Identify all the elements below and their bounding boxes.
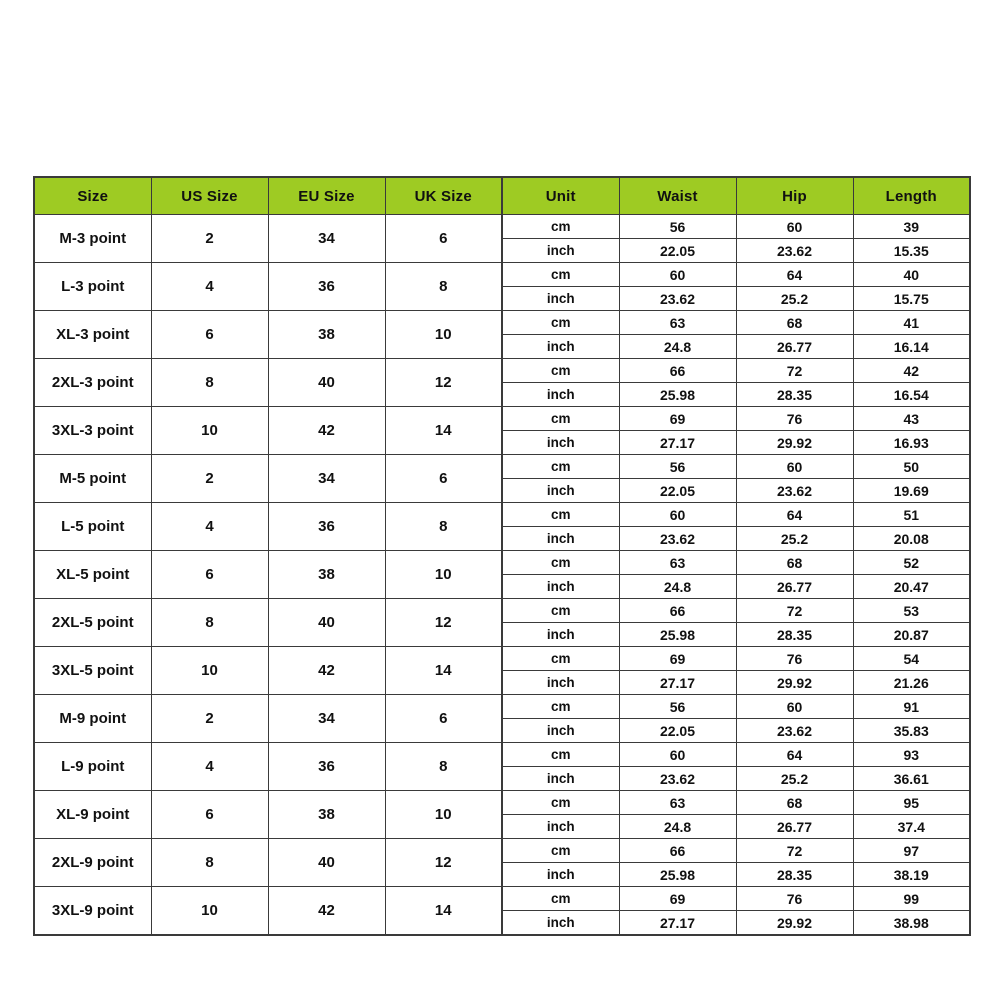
unit-label-cell: inch — [502, 863, 619, 887]
size-label-cell: 2XL-5 point — [34, 599, 151, 647]
hip-value-cell: 25.2 — [736, 527, 853, 551]
uk-size-cell: 10 — [385, 311, 502, 359]
length-value-cell: 20.87 — [853, 623, 970, 647]
length-value-cell: 15.75 — [853, 287, 970, 311]
length-value-cell: 51 — [853, 503, 970, 527]
uk-size-cell: 12 — [385, 359, 502, 407]
uk-size-cell: 14 — [385, 407, 502, 455]
unit-label-cell: cm — [502, 407, 619, 431]
unit-label-cell: cm — [502, 791, 619, 815]
hip-value-cell: 76 — [736, 647, 853, 671]
size-label-cell: L-3 point — [34, 263, 151, 311]
hip-value-cell: 60 — [736, 455, 853, 479]
waist-value-cell: 27.17 — [619, 911, 736, 936]
uk-size-cell: 14 — [385, 887, 502, 936]
waist-value-cell: 27.17 — [619, 431, 736, 455]
us-size-cell: 2 — [151, 215, 268, 263]
unit-label-cell: cm — [502, 311, 619, 335]
size-label-cell: L-9 point — [34, 743, 151, 791]
waist-value-cell: 25.98 — [619, 383, 736, 407]
eu-size-cell: 34 — [268, 455, 385, 503]
us-size-cell: 2 — [151, 455, 268, 503]
length-value-cell: 36.61 — [853, 767, 970, 791]
eu-size-cell: 38 — [268, 791, 385, 839]
hip-value-cell: 29.92 — [736, 671, 853, 695]
waist-value-cell: 23.62 — [619, 527, 736, 551]
hip-value-cell: 68 — [736, 791, 853, 815]
unit-label-cell: cm — [502, 503, 619, 527]
column-header-uk-size: UK Size — [385, 177, 502, 215]
table-row — [34, 263, 970, 287]
uk-size-cell: 6 — [385, 695, 502, 743]
eu-size-cell: 34 — [268, 215, 385, 263]
size-label-cell: L-5 point — [34, 503, 151, 551]
uk-size-cell: 10 — [385, 551, 502, 599]
unit-label-cell: inch — [502, 335, 619, 359]
length-value-cell: 41 — [853, 311, 970, 335]
us-size-cell: 2 — [151, 695, 268, 743]
hip-value-cell: 29.92 — [736, 431, 853, 455]
length-value-cell: 15.35 — [853, 239, 970, 263]
us-size-cell: 8 — [151, 599, 268, 647]
unit-label-cell: inch — [502, 431, 619, 455]
table-body — [34, 215, 970, 936]
length-value-cell: 40 — [853, 263, 970, 287]
length-value-cell: 38.19 — [853, 863, 970, 887]
table-row — [34, 311, 970, 335]
column-header-us-size: US Size — [151, 177, 268, 215]
unit-label-cell: inch — [502, 671, 619, 695]
table-row — [34, 743, 970, 767]
hip-value-cell: 29.92 — [736, 911, 853, 936]
length-value-cell: 16.93 — [853, 431, 970, 455]
table-row — [34, 887, 970, 911]
column-header-unit: Unit — [502, 177, 619, 215]
unit-label-cell: cm — [502, 455, 619, 479]
unit-label-cell: cm — [502, 359, 619, 383]
size-chart-container — [33, 176, 969, 936]
hip-value-cell: 64 — [736, 743, 853, 767]
size-label-cell: 3XL-9 point — [34, 887, 151, 936]
us-size-cell: 6 — [151, 791, 268, 839]
length-value-cell: 42 — [853, 359, 970, 383]
hip-value-cell: 60 — [736, 695, 853, 719]
size-label-cell: M-9 point — [34, 695, 151, 743]
waist-value-cell: 24.8 — [619, 575, 736, 599]
unit-label-cell: cm — [502, 743, 619, 767]
length-value-cell: 38.98 — [853, 911, 970, 936]
uk-size-cell: 6 — [385, 215, 502, 263]
waist-value-cell: 60 — [619, 503, 736, 527]
us-size-cell: 10 — [151, 887, 268, 936]
us-size-cell: 6 — [151, 551, 268, 599]
hip-value-cell: 76 — [736, 407, 853, 431]
length-value-cell: 53 — [853, 599, 970, 623]
table-row — [34, 695, 970, 719]
column-header-size: Size — [34, 177, 151, 215]
size-label-cell: 3XL-5 point — [34, 647, 151, 695]
waist-value-cell: 63 — [619, 311, 736, 335]
us-size-cell: 8 — [151, 359, 268, 407]
unit-label-cell: cm — [502, 887, 619, 911]
unit-label-cell: inch — [502, 575, 619, 599]
length-value-cell: 52 — [853, 551, 970, 575]
hip-value-cell: 25.2 — [736, 767, 853, 791]
us-size-cell: 4 — [151, 503, 268, 551]
unit-label-cell: cm — [502, 263, 619, 287]
unit-label-cell: inch — [502, 383, 619, 407]
uk-size-cell: 12 — [385, 599, 502, 647]
waist-value-cell: 60 — [619, 743, 736, 767]
eu-size-cell: 36 — [268, 263, 385, 311]
waist-value-cell: 66 — [619, 599, 736, 623]
uk-size-cell: 12 — [385, 839, 502, 887]
size-label-cell: 2XL-3 point — [34, 359, 151, 407]
length-value-cell: 50 — [853, 455, 970, 479]
uk-size-cell: 14 — [385, 647, 502, 695]
uk-size-cell: 6 — [385, 455, 502, 503]
hip-value-cell: 28.35 — [736, 863, 853, 887]
size-label-cell: XL-3 point — [34, 311, 151, 359]
waist-value-cell: 25.98 — [619, 623, 736, 647]
length-value-cell: 35.83 — [853, 719, 970, 743]
us-size-cell: 4 — [151, 743, 268, 791]
us-size-cell: 10 — [151, 647, 268, 695]
waist-value-cell: 22.05 — [619, 479, 736, 503]
hip-value-cell: 68 — [736, 311, 853, 335]
unit-label-cell: cm — [502, 647, 619, 671]
waist-value-cell: 60 — [619, 263, 736, 287]
uk-size-cell: 8 — [385, 263, 502, 311]
length-value-cell: 16.14 — [853, 335, 970, 359]
waist-value-cell: 23.62 — [619, 767, 736, 791]
hip-value-cell: 64 — [736, 263, 853, 287]
waist-value-cell: 66 — [619, 839, 736, 863]
length-value-cell: 54 — [853, 647, 970, 671]
waist-value-cell: 56 — [619, 215, 736, 239]
length-value-cell: 43 — [853, 407, 970, 431]
waist-value-cell: 56 — [619, 455, 736, 479]
unit-label-cell: cm — [502, 695, 619, 719]
hip-value-cell: 28.35 — [736, 623, 853, 647]
unit-label-cell: inch — [502, 815, 619, 839]
waist-value-cell: 63 — [619, 551, 736, 575]
unit-label-cell: inch — [502, 479, 619, 503]
uk-size-cell: 10 — [385, 791, 502, 839]
length-value-cell: 19.69 — [853, 479, 970, 503]
column-header-length: Length — [853, 177, 970, 215]
unit-label-cell: inch — [502, 287, 619, 311]
eu-size-cell: 42 — [268, 887, 385, 936]
table-row — [34, 599, 970, 623]
column-header-hip: Hip — [736, 177, 853, 215]
waist-value-cell: 63 — [619, 791, 736, 815]
hip-value-cell: 28.35 — [736, 383, 853, 407]
table-row — [34, 839, 970, 863]
size-label-cell: M-3 point — [34, 215, 151, 263]
eu-size-cell: 40 — [268, 839, 385, 887]
us-size-cell: 8 — [151, 839, 268, 887]
length-value-cell: 91 — [853, 695, 970, 719]
eu-size-cell: 40 — [268, 359, 385, 407]
size-label-cell: M-5 point — [34, 455, 151, 503]
eu-size-cell: 36 — [268, 503, 385, 551]
table-row — [34, 551, 970, 575]
us-size-cell: 4 — [151, 263, 268, 311]
hip-value-cell: 60 — [736, 215, 853, 239]
unit-label-cell: inch — [502, 767, 619, 791]
hip-value-cell: 76 — [736, 887, 853, 911]
hip-value-cell: 23.62 — [736, 239, 853, 263]
size-label-cell: 2XL-9 point — [34, 839, 151, 887]
size-label-cell: 3XL-3 point — [34, 407, 151, 455]
length-value-cell: 37.4 — [853, 815, 970, 839]
eu-size-cell: 38 — [268, 311, 385, 359]
table-row — [34, 407, 970, 431]
table-row — [34, 791, 970, 815]
hip-value-cell: 72 — [736, 359, 853, 383]
unit-label-cell: cm — [502, 551, 619, 575]
table-row — [34, 215, 970, 239]
waist-value-cell: 22.05 — [619, 719, 736, 743]
size-chart-table — [33, 176, 971, 936]
waist-value-cell: 69 — [619, 647, 736, 671]
length-value-cell: 16.54 — [853, 383, 970, 407]
waist-value-cell: 24.8 — [619, 335, 736, 359]
length-value-cell: 93 — [853, 743, 970, 767]
waist-value-cell: 69 — [619, 887, 736, 911]
eu-size-cell: 42 — [268, 647, 385, 695]
uk-size-cell: 8 — [385, 743, 502, 791]
hip-value-cell: 64 — [736, 503, 853, 527]
hip-value-cell: 72 — [736, 839, 853, 863]
eu-size-cell: 36 — [268, 743, 385, 791]
unit-label-cell: inch — [502, 911, 619, 936]
size-label-cell: XL-5 point — [34, 551, 151, 599]
hip-value-cell: 72 — [736, 599, 853, 623]
hip-value-cell: 26.77 — [736, 575, 853, 599]
unit-label-cell: cm — [502, 215, 619, 239]
column-header-waist: Waist — [619, 177, 736, 215]
length-value-cell: 20.08 — [853, 527, 970, 551]
unit-label-cell: inch — [502, 623, 619, 647]
waist-value-cell: 27.17 — [619, 671, 736, 695]
eu-size-cell: 38 — [268, 551, 385, 599]
length-value-cell: 20.47 — [853, 575, 970, 599]
table-row — [34, 503, 970, 527]
table-header — [34, 177, 970, 215]
hip-value-cell: 23.62 — [736, 719, 853, 743]
waist-value-cell: 66 — [619, 359, 736, 383]
hip-value-cell: 25.2 — [736, 287, 853, 311]
table-row — [34, 455, 970, 479]
waist-value-cell: 23.62 — [619, 287, 736, 311]
us-size-cell: 6 — [151, 311, 268, 359]
unit-label-cell: inch — [502, 527, 619, 551]
length-value-cell: 21.26 — [853, 671, 970, 695]
eu-size-cell: 34 — [268, 695, 385, 743]
length-value-cell: 97 — [853, 839, 970, 863]
header-row — [34, 177, 970, 215]
hip-value-cell: 68 — [736, 551, 853, 575]
us-size-cell: 10 — [151, 407, 268, 455]
column-header-eu-size: EU Size — [268, 177, 385, 215]
eu-size-cell: 42 — [268, 407, 385, 455]
length-value-cell: 39 — [853, 215, 970, 239]
length-value-cell: 95 — [853, 791, 970, 815]
unit-label-cell: cm — [502, 599, 619, 623]
unit-label-cell: inch — [502, 719, 619, 743]
table-row — [34, 359, 970, 383]
waist-value-cell: 56 — [619, 695, 736, 719]
waist-value-cell: 69 — [619, 407, 736, 431]
eu-size-cell: 40 — [268, 599, 385, 647]
waist-value-cell: 24.8 — [619, 815, 736, 839]
waist-value-cell: 22.05 — [619, 239, 736, 263]
hip-value-cell: 26.77 — [736, 815, 853, 839]
uk-size-cell: 8 — [385, 503, 502, 551]
unit-label-cell: inch — [502, 239, 619, 263]
hip-value-cell: 23.62 — [736, 479, 853, 503]
table-row — [34, 647, 970, 671]
waist-value-cell: 25.98 — [619, 863, 736, 887]
size-label-cell: XL-9 point — [34, 791, 151, 839]
length-value-cell: 99 — [853, 887, 970, 911]
unit-label-cell: cm — [502, 839, 619, 863]
hip-value-cell: 26.77 — [736, 335, 853, 359]
